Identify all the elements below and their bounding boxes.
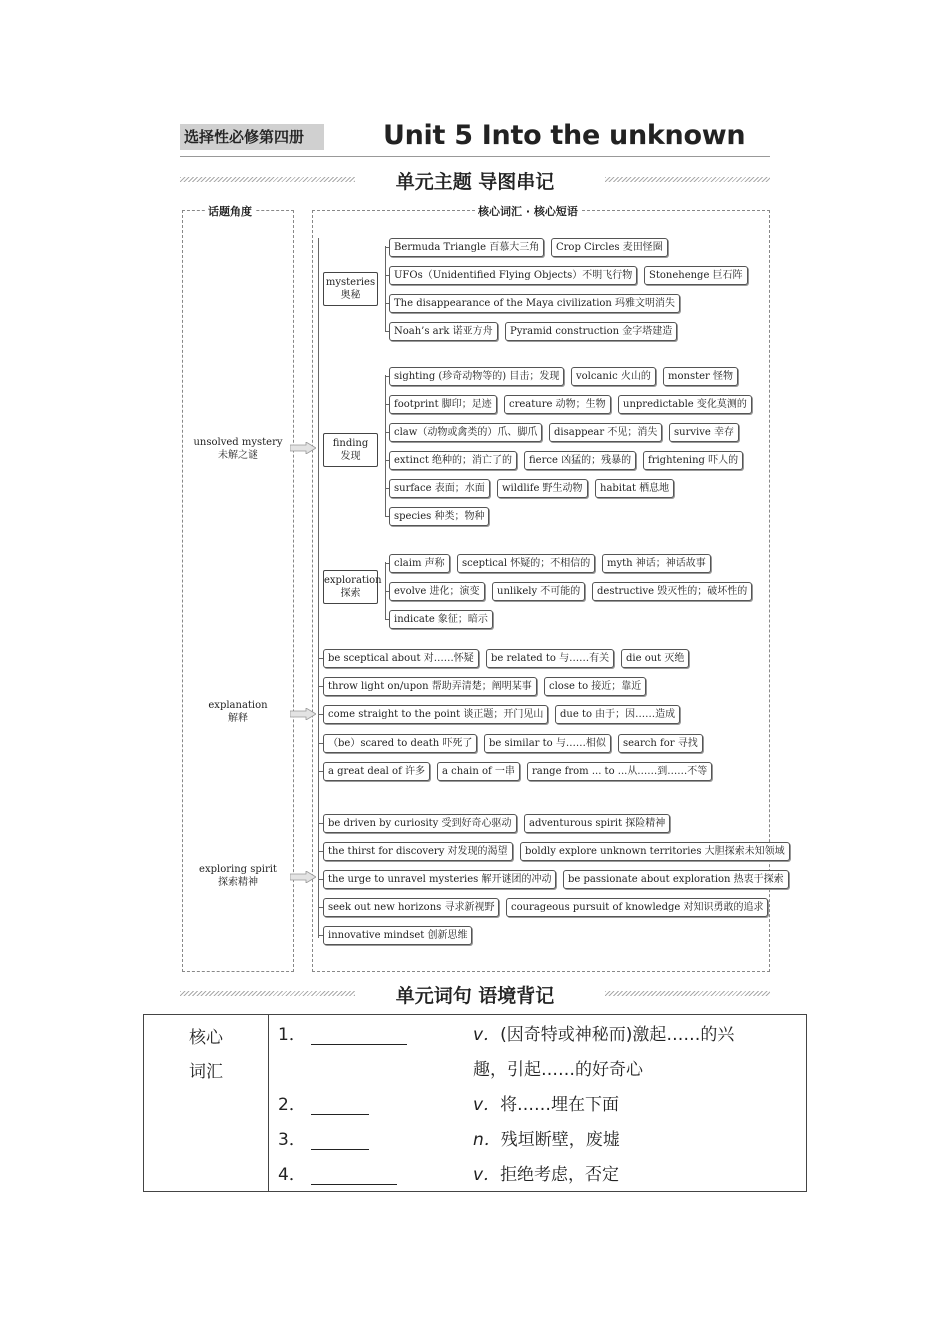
finding-chip: habitat 栖息地 (595, 479, 674, 498)
definition-continued: 趣，引起……的好奇心 (473, 1060, 643, 1080)
category-zh: 奥秘 (340, 290, 361, 301)
definition: 残垣断壁，废墟 (500, 1130, 620, 1150)
item-number: 1． (278, 1025, 306, 1045)
topic-en: exploring spirit (199, 864, 277, 875)
unit-title: Unit 5 Into the unknown (383, 120, 746, 151)
explanation-chip: die out 灭绝 (621, 649, 689, 668)
mystery-chip: Pyramid construction 金字塔建造 (505, 322, 677, 341)
finding-chip: species 种类；物种 (389, 507, 489, 526)
topic-en: unsolved mystery (193, 437, 283, 448)
explanation-chip: a great deal of 许多 (323, 762, 430, 781)
branch-line (385, 246, 386, 331)
explanation-chip: be related to 与……有关 (486, 649, 614, 668)
vocab-item-continued (270, 1050, 805, 1085)
answer-blank[interactable] (311, 1026, 407, 1045)
tree-trunk (318, 238, 319, 938)
arrow-right-icon (290, 871, 316, 883)
vocab-items (269, 1015, 807, 1192)
vocab-category-line1: 核心 (189, 1028, 223, 1048)
explanation-chip: （be）scared to death 吓死了 (323, 734, 477, 753)
item-number: 4． (278, 1165, 306, 1185)
finding-chip: extinct 绝种的；消亡了的 (389, 451, 517, 470)
explanation-chip: be sceptical about 对……怀疑 (323, 649, 479, 668)
exploration-chip: myth 神话；神话故事 (602, 554, 711, 573)
mystery-chip: UFOs（Unidentified Flying Objects）不明飞行物 (389, 266, 637, 285)
mystery-chip: Noah’s ark 诺亚方舟 (389, 322, 498, 341)
spirit-chip: adventurous spirit 探险精神 (524, 814, 670, 833)
part-of-speech: n． (473, 1130, 501, 1150)
exploration-chip: evolve 进化；演变 (389, 582, 485, 601)
finding-chip: creature 动物；生物 (504, 395, 611, 414)
explanation-chip: search for 寻找 (618, 734, 703, 753)
exploration-chip: indicate 象征；暗示 (389, 610, 493, 629)
spirit-chip: be passionate about exploration 热衷于探索 (563, 870, 789, 889)
topic-frame (182, 210, 294, 972)
part-of-speech: v． (473, 1025, 501, 1045)
finding-chip: fierce 凶猛的；残暴的 (524, 451, 636, 470)
answer-blank[interactable] (311, 1096, 369, 1115)
category-mysteries (323, 272, 378, 306)
vocab-item (270, 1155, 805, 1190)
answer-blank[interactable] (311, 1166, 397, 1185)
spirit-chip: be driven by curiosity 受到好奇心驱动 (323, 814, 517, 833)
spirit-chip: innovative mindset 创新思维 (323, 926, 472, 945)
finding-chip: monster 怪物 (663, 367, 738, 386)
category-en: finding (332, 438, 369, 449)
header-rule (180, 156, 770, 157)
mystery-chip: Stonehenge 巨石阵 (644, 266, 748, 285)
mystery-chip: Crop Circles 麦田怪圈 (551, 238, 668, 257)
finding-chip: claw（动物或禽类的）爪、脚爪 (389, 423, 542, 442)
vocab-category-line2: 词汇 (189, 1062, 223, 1082)
spirit-chip: seek out new horizons 寻求新视野 (323, 898, 499, 917)
topic-en: explanation (208, 700, 268, 711)
vocab-item (270, 1120, 805, 1155)
explanation-chip: due to 由于；因……造成 (555, 705, 680, 724)
finding-chip: frightening 吓人的 (643, 451, 743, 470)
explanation-chip: throw light on/upon 帮助弄清楚；阐明某事 (323, 677, 537, 696)
section-title: 单元主题 导图串记 (395, 171, 555, 193)
explanation-chip: come straight to the point 谈正题；开门见山 (323, 705, 548, 724)
spirit-chip: the urge to unravel mysteries 解开谜团的冲动 (323, 870, 556, 889)
item-number: 3． (278, 1130, 306, 1150)
part-of-speech: v． (473, 1095, 501, 1115)
mystery-chip: Bermuda Triangle 百慕大三角 (389, 238, 544, 257)
topic-zh: 解释 (228, 713, 248, 724)
explanation-chip: range from ... to ...从……到……不等 (527, 762, 712, 781)
section-heading-vocab (180, 984, 770, 1007)
spirit-chip: the thirst for discovery 对发现的渴望 (323, 842, 513, 861)
exploration-chip: unlikely 不可能的 (492, 582, 585, 601)
definition: (因奇特或神秘而)激起……的兴 (500, 1025, 735, 1045)
finding-chip: unpredictable 变化莫测的 (618, 395, 752, 414)
section-title: 单元词句 语境背记 (395, 985, 555, 1007)
vocab-item (270, 1015, 805, 1050)
exploration-chip: claim 声称 (389, 554, 450, 573)
category-finding (323, 433, 378, 467)
vocab-item (270, 1085, 805, 1120)
spirit-chip: boldly explore unknown territories 大胆探索未知领域 (520, 842, 790, 861)
branch-line (385, 375, 386, 517)
finding-chip: sighting (珍奇动物等的) 目击；发现 (389, 367, 564, 386)
finding-chip: wildlife 野生动物 (497, 479, 588, 498)
mystery-chip: The disappearance of the Maya civilization 玛雅文明消失 (389, 294, 680, 313)
exploration-chip: destructive 毁灭性的；破坏性的 (592, 582, 752, 601)
part-of-speech: v． (473, 1165, 501, 1185)
finding-chip: footprint 脚印；足迹 (389, 395, 497, 414)
arrow-right-icon (290, 442, 316, 454)
finding-chip: disappear 不见；消失 (549, 423, 662, 442)
arrow-right-icon (290, 708, 316, 720)
answer-blank[interactable] (311, 1131, 369, 1150)
category-en: exploration (324, 575, 382, 586)
vocab-frame-label: 核心词汇 · 核心短语 (475, 203, 581, 219)
finding-chip: surface 表面；水面 (389, 479, 490, 498)
vocab-table (143, 1014, 807, 1192)
topic-zh: 探索精神 (218, 877, 258, 888)
explanation-chip: be similar to 与……相似 (484, 734, 611, 753)
definition: 将……埋在下面 (500, 1095, 620, 1115)
topic-explanation (188, 699, 288, 725)
exploration-chip: sceptical 怀疑的；不相信的 (457, 554, 595, 573)
finding-chip: survive 幸存 (669, 423, 739, 442)
topic-unsolved-mystery (188, 436, 288, 462)
finding-chip: volcanic 火山的 (571, 367, 656, 386)
explanation-chip: a chain of 一串 (437, 762, 520, 781)
item-number: 2． (278, 1095, 306, 1115)
category-en: mysteries (325, 277, 376, 288)
topic-frame-label: 话题角度 (205, 203, 255, 219)
section-heading-theme (180, 170, 770, 193)
definition: 拒绝考虑，否定 (500, 1165, 620, 1185)
category-zh: 发现 (340, 451, 361, 462)
explanation-chip: close to 接近；靠近 (544, 677, 646, 696)
category-exploration (323, 570, 382, 604)
topic-zh: 未解之谜 (218, 450, 258, 461)
book-badge: 选择性必修第四册 (180, 124, 324, 150)
vocab-category (144, 1015, 269, 1192)
topic-exploring-spirit (188, 863, 288, 889)
spirit-chip: courageous pursuit of knowledge 对知识勇敢的追求 (506, 898, 768, 917)
category-zh: 探索 (340, 588, 361, 599)
